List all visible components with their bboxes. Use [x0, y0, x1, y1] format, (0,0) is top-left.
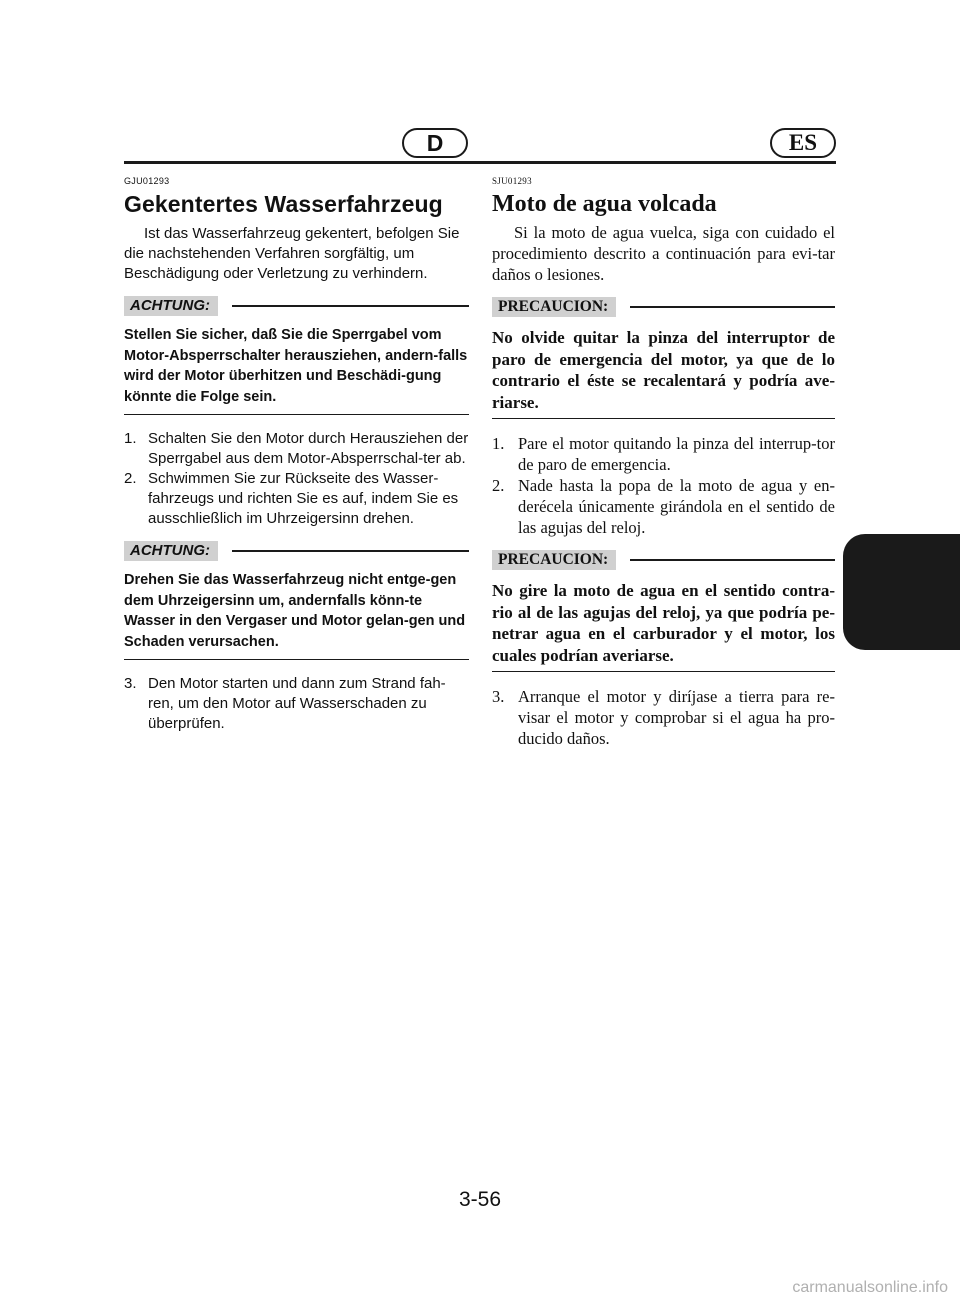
step-number: 2.: [124, 470, 137, 487]
list-item: [124, 674, 469, 734]
list-item: [492, 686, 835, 749]
page-number: 3-56: [458, 1188, 502, 1211]
warning-label: ACHTUNG:: [124, 541, 218, 561]
warning-text: Stellen Sie sicher, daß Sie die Sperrgabel vom Motor-Absperrschalter herausziehen, andern-falls wird der Motor überhitzen und Beschädi-gung könnte die Folge sein.: [124, 325, 469, 415]
warning-header: [492, 550, 835, 570]
step-list: [124, 429, 469, 529]
warning-text: No gire la moto de agua en el sentido contra-rio al de las agujas del reloj, ya que podría pe-netrar agua en el carburador y el motor, los cuales podrían averiarse.: [492, 580, 835, 672]
warning-header: [492, 297, 835, 317]
warning-rule: [630, 306, 835, 308]
warning-text: Drehen Sie das Wasserfahrzeug nicht entge-gen dem Uhrzeigersinn um, andernfalls könn-te Wasser in den Vergaser und Motor gelan-gen und Schaden verursachen.: [124, 570, 469, 660]
section-code: SJU01293: [492, 176, 532, 186]
step-list: [492, 433, 835, 538]
step-text: Arranque el motor y diríjase a tierra para re-visar el motor y comprobar si el agua ha pro-ducido daños.: [518, 687, 835, 748]
list-item: [124, 469, 469, 529]
step-text: Pare el motor quitando la pinza del interrup-tor de paro de emergencia.: [518, 434, 835, 474]
step-number: 2.: [492, 476, 505, 495]
list-item: [492, 433, 835, 475]
list-item: [124, 429, 469, 469]
step-number: 3.: [492, 687, 505, 706]
list-item: [492, 475, 835, 538]
step-text: Den Motor starten und dann zum Strand fah-ren, um den Motor auf Wasserschaden zu überprüfen.: [148, 675, 446, 732]
step-text: Schwimmen Sie zur Rückseite des Wasser-fahrzeugs und richten Sie es auf, indem Sie es ausschließlich im Uhrzeigersinn drehen.: [148, 470, 459, 527]
step-list: [492, 686, 835, 749]
watermark: carmanualsonline.info: [792, 1279, 948, 1296]
language-badge-spanish: ES: [770, 128, 836, 158]
warning-header: [124, 296, 469, 316]
warning-label: ACHTUNG:: [124, 296, 218, 316]
step-list: [124, 674, 469, 734]
step-number: 1.: [124, 430, 137, 447]
step-number: 3.: [124, 675, 137, 692]
section-title: Moto de agua volcada: [492, 191, 717, 217]
step-text: Nade hasta la popa de la moto de agua y en-derécela únicamente girándola en el sentido de las agujas del reloj.: [518, 476, 835, 537]
header-divider: [124, 161, 836, 164]
intro-paragraph: Ist das Wasserfahrzeug gekentert, befolgen Sie die nachstehenden Verfahren sorgfältig, um Beschädigung oder Verletzung zu verhindern.: [124, 225, 460, 282]
step-number: 1.: [492, 434, 505, 453]
warning-header: [124, 541, 469, 561]
chapter-thumb-tab: [843, 534, 960, 650]
warning-rule: [232, 305, 469, 307]
spanish-column: [492, 176, 835, 749]
section-title: Gekentertes Wasserfahrzeug: [124, 191, 443, 217]
german-column: [124, 176, 469, 734]
warning-rule: [232, 550, 469, 552]
warning-label: PRECAUCION:: [492, 550, 616, 570]
warning-text: No olvide quitar la pinza del interruptor de paro de emergencia del motor, ya que de lo contrario el éste se recalentará y podría ave-riarse.: [492, 327, 835, 419]
step-text: Schalten Sie den Motor durch Herausziehen der Sperrgabel aus dem Motor-Absperrschal-ter ab.: [148, 430, 469, 467]
intro-paragraph: Si la moto de agua vuelca, siga con cuidado el procedimiento descrito a continuación para evi-tar daños o lesiones.: [492, 223, 835, 284]
language-badge-german: D: [402, 128, 468, 158]
warning-label: PRECAUCION:: [492, 297, 616, 317]
section-code: GJU01293: [124, 176, 170, 186]
warning-rule: [630, 559, 835, 561]
